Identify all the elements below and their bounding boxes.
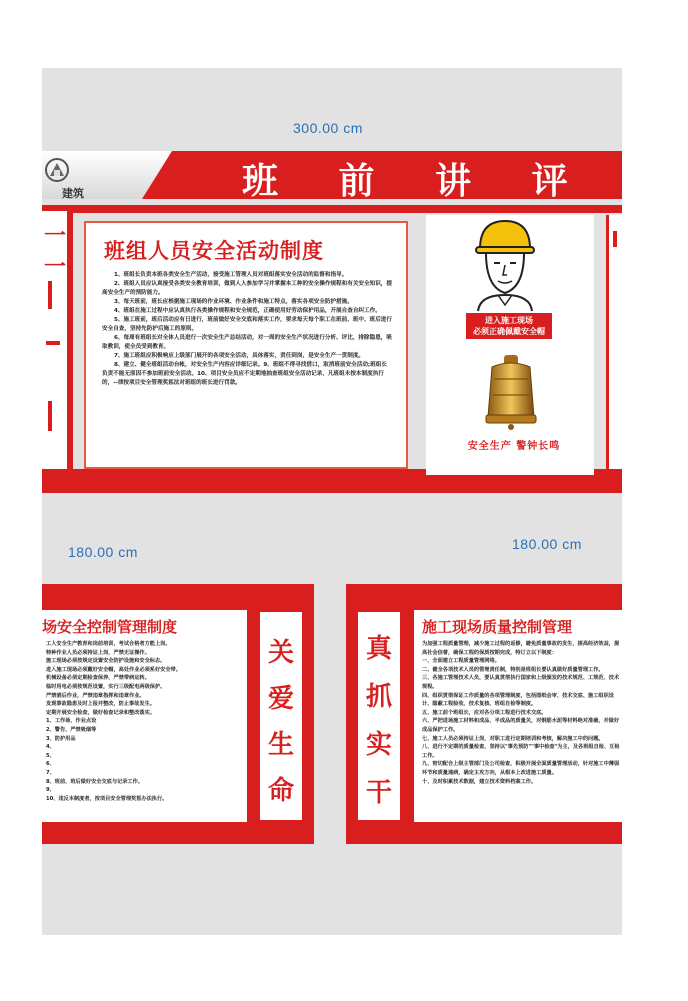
- mockup-canvas: [42, 68, 688, 935]
- rules-item: 3、每天班前，班长应根据施工现场的作业环境、作业条件和施工特点，落实各项安全防护措施。: [114, 299, 353, 305]
- rules-item: 6、每周有班组长对全体人员进行一次安全生产总结活动，对一周的安全生产状况进行分析、评比，排除隐患，吸取教训，使全员受到教育。: [102, 335, 392, 350]
- rules-title: 班组人员安全活动制度: [104, 239, 324, 263]
- bottom-left-title: 场安全控制管理制度: [42, 618, 178, 636]
- left-fragment-stroke: [48, 281, 52, 309]
- rules-item: 1、班组长负责本班各类安全生产活动，接受施工管理人员对班组落实安全活动的监督和指导。: [114, 272, 348, 278]
- helmet-caption: [466, 313, 552, 339]
- bottom-left-item: 3、防护用品: [46, 735, 76, 742]
- bell-icon: [480, 355, 542, 431]
- bottom-right-item: 三、各施工管理技术人员，要认真贯彻执行国家和上级颁发的技术规范、工规范、技术规程。: [422, 675, 620, 690]
- slogan-char: 实: [365, 730, 392, 760]
- slogan-char: 抓: [365, 682, 392, 712]
- helmet-caption-line: 进入施工现场: [485, 316, 533, 325]
- bottom-right-item: 为加强工程质量管理，减少施工过程的返修，避免质量事故的发生，提高经济效益，提高社会信誉，确保工程的保质按期完成，特订立以下制度：: [422, 641, 620, 656]
- slogan-char: 生: [267, 730, 294, 760]
- bottom-right-item: 五、施工前个班组长，应对各分项工程进行技术交底。: [422, 709, 547, 716]
- slogan-care-for-life: [258, 610, 304, 822]
- bottom-left-item: 特种作业人员必须持证上岗，严禁无证操作。: [46, 649, 150, 656]
- construction-worker-icon: [470, 215, 540, 311]
- bottom-right-dimension-label: 180.00 cm: [512, 536, 582, 552]
- left-fragment-stroke: [46, 341, 60, 345]
- bottom-left-text-panel: [42, 610, 247, 822]
- bottom-left-item: 施工现场必须按规定设置安全防护设施和安全标志。: [46, 658, 166, 665]
- bottom-left-item: 工人安全生产教育和岗前培训，考试合格者方能上岗。: [46, 641, 171, 647]
- left-fragment-stroke: [48, 401, 52, 431]
- bottom-left-item: 8、班前、班后做好安全交底与记录工作。: [46, 778, 143, 785]
- rules-item: 7、施工班组应积极响应上级部门展开的各项安全活动，具体落实，责任到岗，是安全生产一贯制度。: [114, 353, 365, 359]
- rules-item: 4、班组在施工过程中应认真执行各类操作规程和安全规范，正确使用好劳动保护用品，开展自查自纠工作。: [114, 308, 381, 314]
- bottom-right-item: 四、组织贯彻保证工作质量的各项管理制度，包括图纸会审、技术交底、施工组织设计、隐蔽工程验收、技术复核、班组自检等制度。: [422, 692, 614, 708]
- slogan-char: 干: [365, 778, 392, 808]
- bottom-left-item: 临时用电必须按规范设置，实行三级配电两级保护。: [46, 683, 166, 690]
- safety-side-panel: [426, 215, 594, 475]
- slogan-char: 爱: [267, 684, 294, 714]
- logo-text: 建筑: [62, 187, 84, 200]
- slogan-real-work: [356, 610, 402, 822]
- bottom-left-board: [42, 584, 314, 844]
- bottom-right-item: 七、施工人员必须持证上岗，对职工进行定期培训和考核，解决施工中的问题。: [422, 735, 604, 742]
- top-bulletin-board: [42, 151, 688, 493]
- bottom-left-item: 机械设备必须定期检查保养，严禁带病运转。: [46, 675, 150, 682]
- bottom-left-item: 7、: [46, 769, 55, 776]
- slogan-char: 真: [365, 634, 392, 664]
- bottom-right-title: 施工现场质量控制管理: [422, 618, 573, 636]
- bottom-left-item: 6、: [46, 761, 55, 768]
- bottom-left-item: 1、工作场、作业点设: [46, 718, 97, 725]
- bottom-left-item: 4、: [46, 744, 55, 751]
- bottom-left-item: 2、警告、严禁吸烟等: [46, 726, 97, 733]
- bottom-right-item: 十、及时积累技术数据，建立技术资料档案工作。: [422, 778, 537, 785]
- bottom-left-item: 10、违反本制度者，按项目安全管理奖惩办法执行。: [46, 795, 168, 802]
- bottom-left-body: [46, 640, 242, 818]
- rules-item: 8、建立、健全班组活动台帐，对安全生产内容应详细记录。9、班组不得寻找借口，取消班前安全活动;班组长负责不能无原因不参加班前安全活动。10、项目安全员应不定期地抽查班组安全活动记录，凡班组未按本制度执行的，--律按项目安全管理奖惩法对班组的班长进行罚款。: [102, 362, 387, 386]
- company-logo-icon: [44, 157, 70, 183]
- slogan-char: 命: [267, 776, 294, 806]
- helmet-caption-line: 必须正确佩戴安全帽: [473, 327, 545, 336]
- bottom-left-item: 9、: [46, 787, 55, 794]
- slogan-char: 关: [267, 638, 294, 668]
- bottom-left-item: 发现事故隐患及时上报并整改，防止事故发生。: [46, 701, 155, 708]
- bottom-right-item: 八、进行不定期的质量检查，坚持以"事先预防""事中检查"为主，及各班组自检、互检工作。: [422, 744, 620, 759]
- bottom-right-item: 二、健全各项技术人员的管理责任制，特别是班组长要认真做好质量管理工作。: [422, 666, 604, 673]
- bottom-right-item: 九、密切配合上级主管部门及公司检查，积极开展全面质量管理活动，针对施工中薄弱环节和质量通病，确定主攻方向，从根本上改进施工质量。: [422, 761, 620, 776]
- bottom-left-item: 5、: [46, 752, 55, 759]
- bottom-right-board: [346, 584, 622, 844]
- bottom-left-item: 进入施工现场必须戴好安全帽，高处作业必须系好安全带。: [46, 666, 181, 673]
- left-fragment-text: 一 一: [44, 224, 67, 280]
- top-dimension-label: 300.00 cm: [293, 120, 363, 136]
- rules-item: 2、班组人员应认真接受各类安全教育培训，做到人人参加学习并掌握本工种的安全操作规程和有关安全知识，提高安全生产的预防能力。: [102, 281, 392, 296]
- right-fragment-stroke: [613, 231, 617, 247]
- bottom-right-item: 六、严把进场施工材料和成品、半成品的质量关，对钢筋水泥等材料绝对准确，并做好成品保护工作。: [422, 718, 620, 733]
- banner-title: 班 前 讲 评 台: [242, 161, 688, 202]
- rules-item: 5、施工班前，班后活动应有日进行，班前做好安全交底和落实工作，要求每天每个职工在班前、班中、班后进行安全自查，坚持先防护后施工的原则。: [102, 317, 392, 332]
- rules-body: [102, 271, 392, 388]
- bottom-right-item: 一、全面建立工程质量管理网络。: [422, 658, 500, 665]
- left-partial-panel: [42, 211, 73, 469]
- top-red-rail: [42, 205, 622, 213]
- rules-panel: [84, 221, 408, 469]
- bottom-left-item: 定期开展安全检查，做好检查记录和整改落实。: [46, 709, 155, 716]
- bottom-left-dimension-label: 180.00 cm: [68, 544, 138, 560]
- bell-caption: 安全生产 警钟长鸣: [467, 441, 561, 452]
- right-partial-panel: [606, 215, 625, 469]
- bottom-right-text-panel: [414, 610, 622, 822]
- bottom-right-body: [422, 640, 620, 818]
- bottom-left-item: 严禁酒后作业，严禁违章指挥和违章作业。: [46, 692, 145, 699]
